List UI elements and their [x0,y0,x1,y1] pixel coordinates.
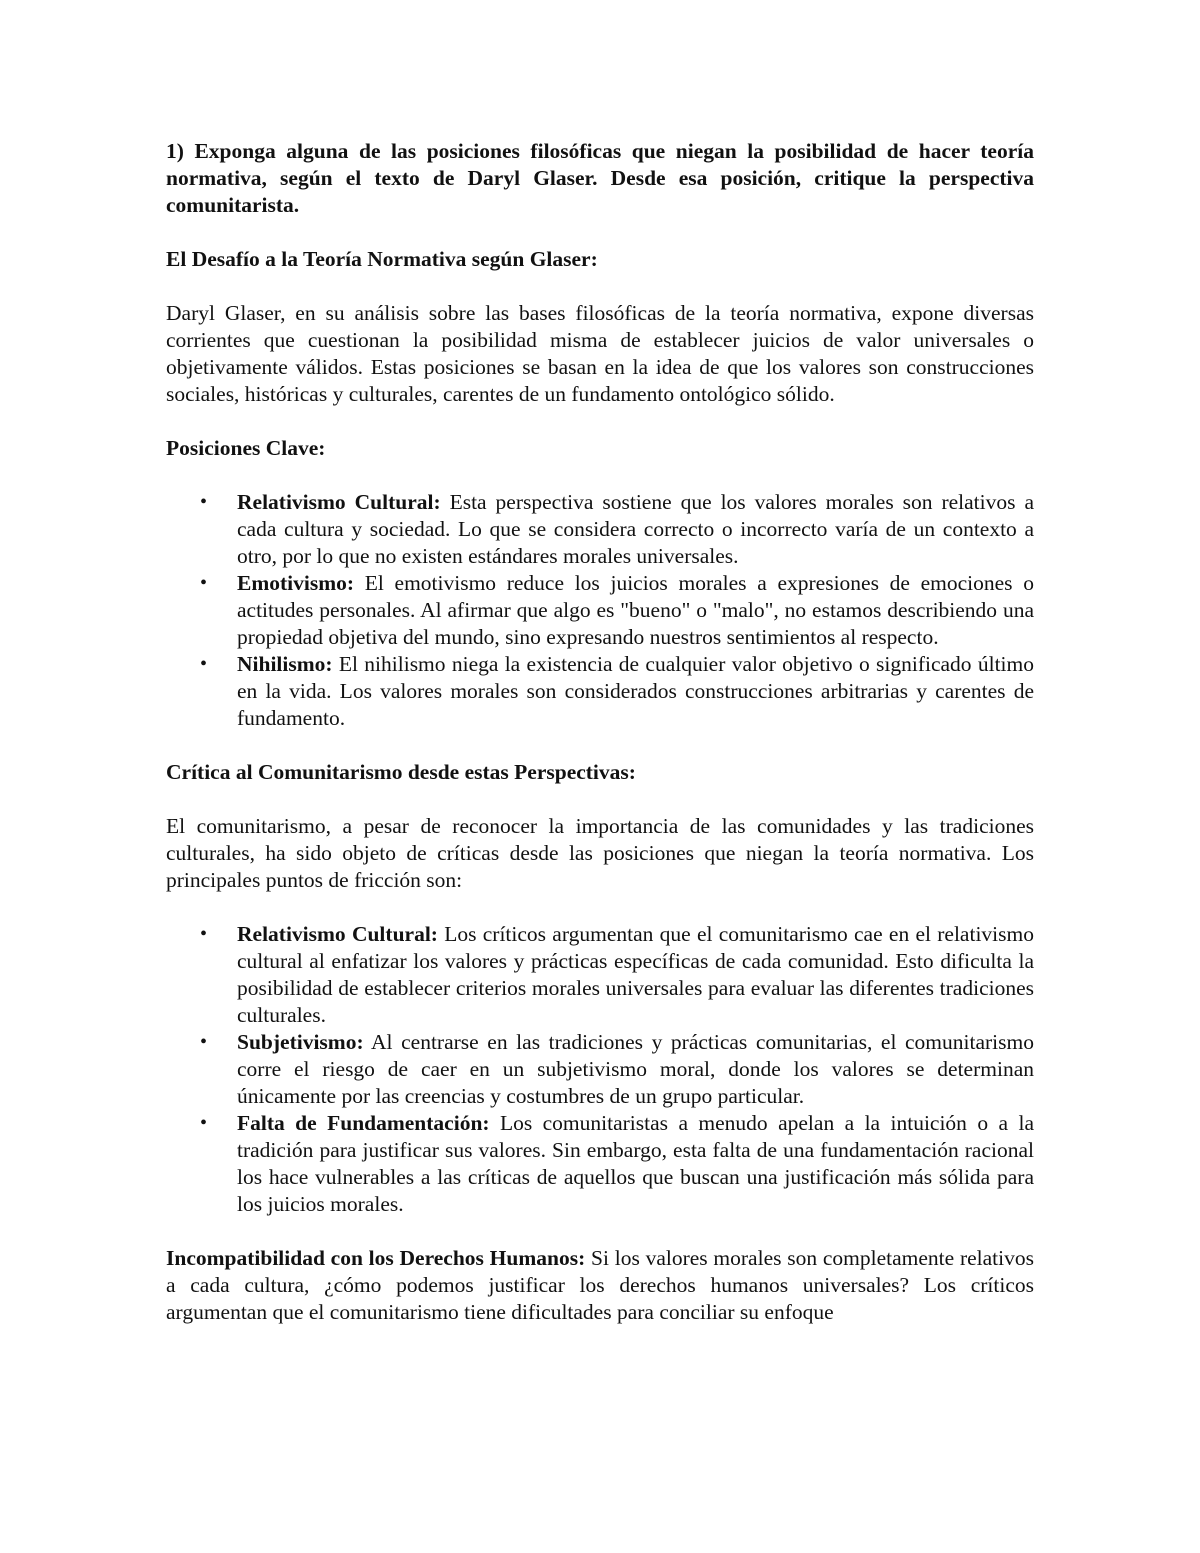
paragraph-glaser: Daryl Glaser, en su análisis sobre las bases filosóficas de la teoría normativa, expone diversas corrientes que cuestionan la posibilidad misma de establecer juicios de valor universales o objetivamente válidos. Estas posiciones se basan en la idea de que los valores son construcciones sociales, históricas y culturales, carentes de un fundamento ontológico sólido. [166,301,1034,406]
question-text: 1) Exponga alguna de las posiciones filosóficas que niegan la posibilidad de hacer teoría normativa, según el texto de Daryl Glaser. Desde esa posición, critique la perspectiva comunitarista. [166,139,1034,217]
item-text: El nihilismo niega la existencia de cualquier valor objetivo o significado último en la vida. Los valores morales son considerados construcciones arbitrarias y carentes de fundamento. [237,652,1034,730]
list-item-nihilismo [166,651,1034,732]
item-text: Si los valores morales son completamente relativos a cada cultura, ¿cómo podemos justificar los derechos humanos universales? Los críticos argumentan que el comunitarismo tiene dificultades para conciliar su enfoque [166,1246,1034,1324]
item-text: El emotivismo reduce los juicios morales a expresiones de emociones o actitudes personales. Al afirmar que algo es "bueno" o "malo", no estamos describiendo una propiedad objetiva del mundo, sino expresando nuestros sentimientos al respecto. [237,571,1034,649]
posiciones-list [166,489,1034,732]
bullet-icon: • [200,1112,208,1134]
item-term: Emotivismo: [237,571,355,595]
item-term: Relativismo Cultural: [237,922,438,946]
paragraph-derechos-humanos [166,1245,1034,1326]
section-heading-desafio: El Desafío a la Teoría Normativa según Glaser: [166,247,598,271]
section-heading-critica: Crítica al Comunitarismo desde estas Perspectivas: [166,760,636,784]
item-term: Relativismo Cultural: [237,490,441,514]
bullet-icon: • [200,653,208,675]
item-text: Al centrarse en las tradiciones y prácticas comunitarias, el comunitarismo corre el riesgo de caer en un subjetivismo moral, donde los valores se determinan únicamente por las creencias y costumbres de un grupo particular. [237,1030,1034,1108]
list-item-fundamentacion [166,1110,1034,1218]
list-item-relativismo-critica [166,921,1034,1029]
document-page [166,138,1034,1326]
bullet-icon: • [200,923,208,945]
item-text: Los comunitaristas a menudo apelan a la intuición o a la tradición para justificar sus valores. Sin embargo, esta falta de una fundamentación racional los hace vulnerables a las críticas de aquellos que buscan una justificación más sólida para los juicios morales. [237,1111,1034,1216]
bullet-icon: • [200,491,208,513]
paragraph-comunitarismo: El comunitarismo, a pesar de reconocer la importancia de las comunidades y las tradiciones culturales, ha sido objeto de críticas desde las posiciones que niegan la teoría normativa. Los principales puntos de fricción son: [166,814,1034,892]
item-term: Falta de Fundamentación: [237,1111,490,1135]
list-item-subjetivismo [166,1029,1034,1110]
item-term: Incompatibilidad con los Derechos Humanos: [166,1246,586,1270]
bullet-icon: • [200,1031,208,1053]
bullet-icon: • [200,572,208,594]
item-text: Esta perspectiva sostiene que los valores morales son relativos a cada cultura y sociedad. Lo que se considera correcto o incorrecto varía de un contexto a otro, por lo que no existen estándares morales universales. [237,490,1034,568]
list-item-emotivismo [166,570,1034,651]
friccion-list [166,921,1034,1218]
item-term: Subjetivismo: [237,1030,364,1054]
list-item-relativismo [166,489,1034,570]
item-text: Los críticos argumentan que el comunitarismo cae en el relativismo cultural al enfatizar los valores y prácticas específicas de cada comunidad. Esto dificulta la posibilidad de establecer criterios morales universales para evaluar las diferentes tradiciones culturales. [237,922,1034,1027]
item-term: Nihilismo: [237,652,333,676]
section-heading-posiciones: Posiciones Clave: [166,436,326,460]
